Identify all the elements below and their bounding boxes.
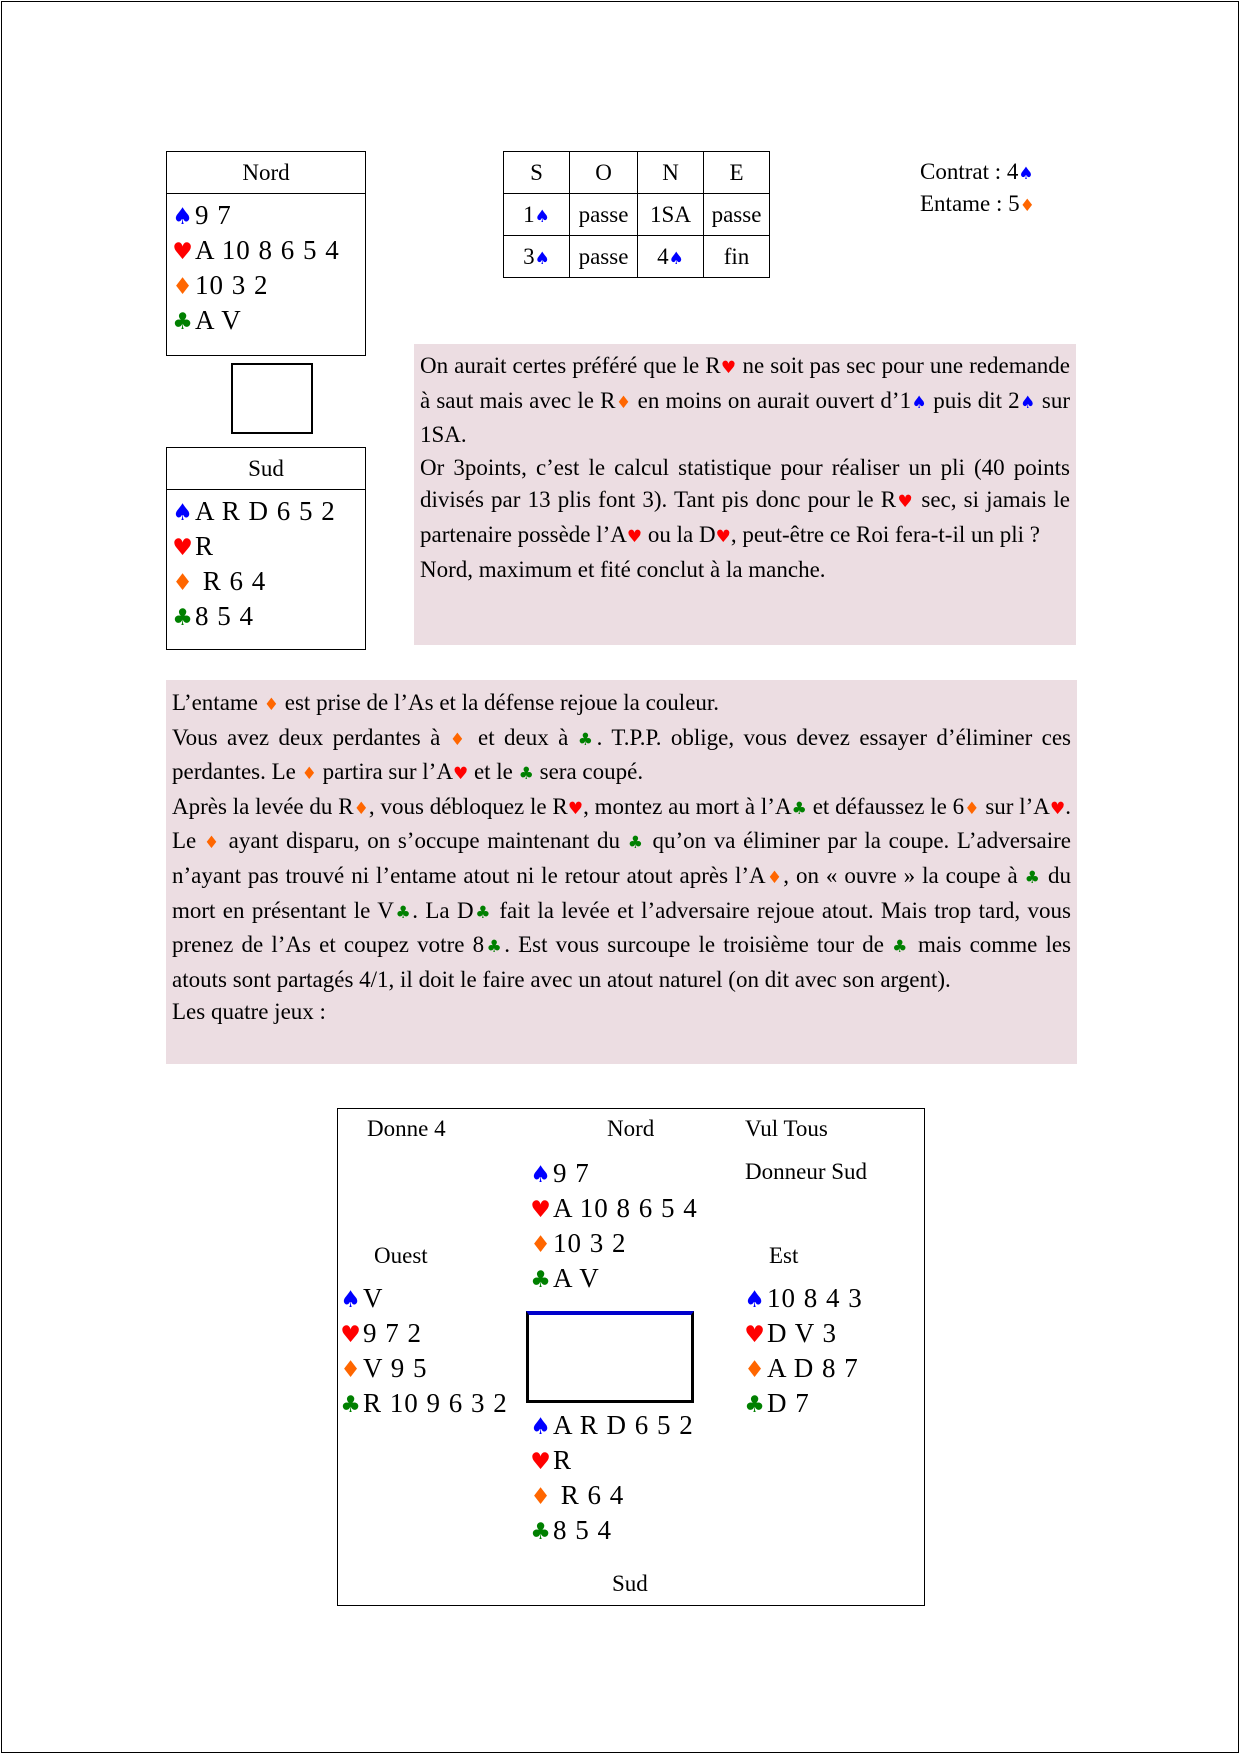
north-spades-line (171, 198, 365, 233)
heart-icon: ♥ (720, 358, 737, 378)
comment2-paragraph-2: Vous avez deux perdantes à ♦ et deux à ♣. T.P.P. oblige, vous devez essayer d’éliminer ces perdantes. Le ♦ partira sur l’A♥ et le ♣ sera coupé. (172, 724, 1071, 785)
spade-icon: ♠ (534, 248, 550, 269)
north-diamonds-line (171, 268, 365, 303)
club-icon: ♣ (172, 605, 194, 631)
heart-icon: ♥ (567, 798, 584, 819)
diagram-west-label: Ouest (374, 1243, 428, 1268)
club-icon: ♣ (518, 764, 534, 785)
club-icon: ♣ (1024, 867, 1042, 888)
diamond-icon: ♦ (263, 695, 280, 715)
south-hand-box (166, 447, 366, 650)
north-clubs: A V (195, 305, 242, 335)
diamond-icon: ♦ (964, 798, 980, 819)
spade-icon: ♠ (530, 1162, 552, 1188)
diagram-south-label: Sud (612, 1571, 648, 1596)
south-diamonds-line (171, 564, 365, 599)
north-diamonds: 10 3 2 (195, 270, 269, 300)
diagram-south-spades: ♠A R D 6 5 2 (529, 1408, 694, 1443)
club-icon: ♣ (172, 309, 194, 335)
bid-cell: fin (704, 236, 770, 278)
diagram-east-label: Est (769, 1243, 799, 1268)
diamond-icon: ♦ (1019, 196, 1035, 216)
bid-cell: 1♠ (504, 194, 570, 236)
diagram-north-diamonds: ♦10 3 2 (529, 1226, 698, 1261)
spade-icon: ♠ (744, 1287, 766, 1313)
bidding-row-1 (504, 194, 770, 236)
club-icon: ♣ (627, 833, 645, 854)
north-spades: 9 7 (195, 200, 232, 230)
south-diamonds: R 6 4 (195, 566, 267, 596)
north-hand-box (166, 151, 366, 356)
bidding-header-o: O (570, 152, 638, 194)
bid-cell: 3♠ (504, 236, 570, 278)
comment2-paragraph-3: Après la levée du R♦, vous débloquez le R♥, montez au mort à l’A♣ et défaussez le 6♦ sur l’A♥. Le ♦ ayant disparu, on s’occupe maintenant du ♣ qu’on va éliminer par la coupe. L’adversaire n’ayant pas trouvé ni l’entame atout ni le retour atout après l’A♦, on « ouvre » la coupe à ♣ du mort en présentant le V♣. La D♣ fait la levée et l’adversaire rejoue atout. Mais trop tard, vous prenez de l’As et coupez votre 8♣. Est vous surcoupe le troisième tour de ♣ mais comme les atouts sont partagés 4/1, il doit le faire avec un atout naturel (on dit avec son argent). (172, 793, 1072, 992)
south-hearts-line (171, 529, 365, 564)
heart-icon: ♥ (530, 1197, 552, 1223)
bid-cell: 4♠ (638, 236, 704, 278)
spade-icon: ♠ (172, 500, 194, 526)
club-icon: ♣ (340, 1392, 362, 1418)
club-icon: ♣ (744, 1392, 766, 1418)
north-hearts-line (171, 233, 365, 268)
heart-icon: ♥ (744, 1322, 766, 1348)
spade-icon: ♠ (534, 206, 550, 227)
deal-diagram (337, 1108, 925, 1606)
heart-icon: ♥ (1049, 798, 1066, 819)
bid-cell: passe (704, 194, 770, 236)
south-spades-line (171, 494, 365, 529)
comment1-paragraph-3: Nord, maximum et fité conclut à la manche. (420, 556, 826, 582)
diagram-east-spades: ♠10 8 4 3 (743, 1281, 863, 1316)
diamond-icon: ♦ (203, 833, 222, 854)
diamond-icon: ♦ (765, 867, 784, 888)
bidding-header-s: S (504, 152, 570, 194)
bidding-row-2 (504, 236, 770, 278)
diagram-east-diamonds: ♦A D 8 7 (743, 1351, 863, 1386)
club-icon: ♣ (892, 937, 910, 958)
dealer-label: Donneur Sud (745, 1159, 868, 1184)
contract-line: Contrat : 4♠ (920, 159, 1034, 184)
bid-cell: passe (570, 194, 638, 236)
diagram-west-hearts: ♥9 7 2 (339, 1316, 508, 1351)
diamond-icon: ♦ (172, 570, 194, 596)
diagram-north-hand (529, 1156, 698, 1296)
club-icon: ♣ (530, 1267, 552, 1293)
south-hearts: R (195, 531, 215, 561)
spade-icon: ♠ (668, 248, 684, 269)
diamond-icon: ♦ (449, 729, 469, 750)
diagram-north-label: Nord (607, 1116, 655, 1141)
north-clubs-line (171, 303, 365, 338)
south-hand-title: Sud (167, 448, 365, 490)
bid-cell: passe (570, 236, 638, 278)
comment1-paragraph-1: On aurait certes préféré que le R♥ ne soit pas sec pour une redemande à saut mais avec le R♦ en moins on aurait ouvert d’1♠ puis dit 2♠ sur 1SA. (420, 353, 1071, 448)
diagram-north-hearts: ♥A 10 8 6 5 4 (529, 1191, 698, 1226)
heart-icon: ♥ (896, 492, 915, 513)
diagram-south-diamonds: ♦ R 6 4 (529, 1478, 694, 1513)
south-spades: A R D 6 5 2 (195, 496, 336, 526)
comment2-paragraph-4: Les quatre jeux : (172, 999, 326, 1025)
diagram-east-clubs: ♣D 7 (743, 1386, 863, 1421)
diamond-icon: ♦ (615, 392, 632, 413)
diamond-icon: ♦ (530, 1232, 552, 1258)
south-clubs: 8 5 4 (195, 601, 254, 631)
south-clubs-line (171, 599, 365, 634)
bidding-header-n: N (638, 152, 704, 194)
diamond-icon: ♦ (301, 764, 317, 785)
diagram-table-rect (526, 1311, 694, 1403)
heart-icon: ♥ (530, 1449, 552, 1475)
diagram-west-diamonds: ♦V 9 5 (339, 1351, 508, 1386)
diamond-icon: ♦ (530, 1484, 552, 1510)
bid-cell: 1SA (638, 194, 704, 236)
club-icon: ♣ (473, 902, 493, 923)
diagram-east-hearts: ♥D V 3 (743, 1316, 863, 1351)
club-icon: ♣ (393, 902, 413, 923)
heart-icon: ♥ (715, 526, 731, 547)
diamond-icon: ♦ (353, 798, 369, 819)
club-icon: ♣ (577, 729, 597, 750)
heart-icon: ♥ (340, 1322, 362, 1348)
north-hearts: A 10 8 6 5 4 (195, 235, 340, 265)
diagram-east-hand (743, 1281, 863, 1421)
spade-icon: ♠ (1018, 164, 1034, 184)
bidding-table (503, 151, 770, 278)
comment1-paragraph-2: Or 3points, c’est le calcul statistique pour réaliser un pli (40 points divisés par 13 plis font 3). Tant pis donc pour le R♥ sec, si jamais le partenaire possède l’A♥ ou la D♥, peut-être ce Roi fera-t-il un pli ? (420, 454, 1070, 547)
diagram-west-spades: ♠V (339, 1281, 508, 1316)
spade-icon: ♠ (172, 204, 194, 230)
comment-box-1 (414, 344, 1076, 645)
heart-icon: ♥ (172, 239, 194, 265)
bidding-header-row (504, 152, 770, 194)
bidding-header-e: E (704, 152, 770, 194)
diagram-west-clubs: ♣R 10 9 6 3 2 (339, 1386, 508, 1421)
diamond-icon: ♦ (340, 1357, 362, 1383)
diagram-west-hand (339, 1281, 508, 1421)
heart-icon: ♥ (172, 535, 194, 561)
diagram-south-clubs: ♣8 5 4 (529, 1513, 694, 1548)
diagram-south-hand (529, 1408, 694, 1548)
contract-info (920, 157, 1035, 221)
diagram-south-hearts: ♥R (529, 1443, 694, 1478)
club-icon: ♣ (484, 937, 505, 958)
comment2-paragraph-1: L’entame ♦ est prise de l’As et la défense rejoue la couleur. (172, 690, 720, 715)
north-hand-title: Nord (167, 152, 365, 194)
comment-box-2 (166, 680, 1077, 1064)
club-icon: ♣ (530, 1519, 552, 1545)
spade-icon: ♠ (530, 1414, 552, 1440)
spade-icon: ♠ (1019, 392, 1036, 413)
heart-icon: ♥ (452, 764, 469, 785)
lead-line: Entame : 5♦ (920, 191, 1035, 216)
diamond-icon: ♦ (744, 1357, 766, 1383)
heart-icon: ♥ (626, 526, 643, 547)
table-square (231, 363, 313, 434)
deal-number-label: Donne 4 (367, 1116, 446, 1141)
diagram-north-spades: ♠9 7 (529, 1156, 698, 1191)
diamond-icon: ♦ (172, 274, 194, 300)
vulnerability-label: Vul Tous (745, 1116, 828, 1141)
spade-icon: ♠ (911, 392, 928, 413)
diagram-north-clubs: ♣A V (529, 1261, 698, 1296)
club-icon: ♣ (791, 798, 807, 819)
spade-icon: ♠ (340, 1287, 362, 1313)
